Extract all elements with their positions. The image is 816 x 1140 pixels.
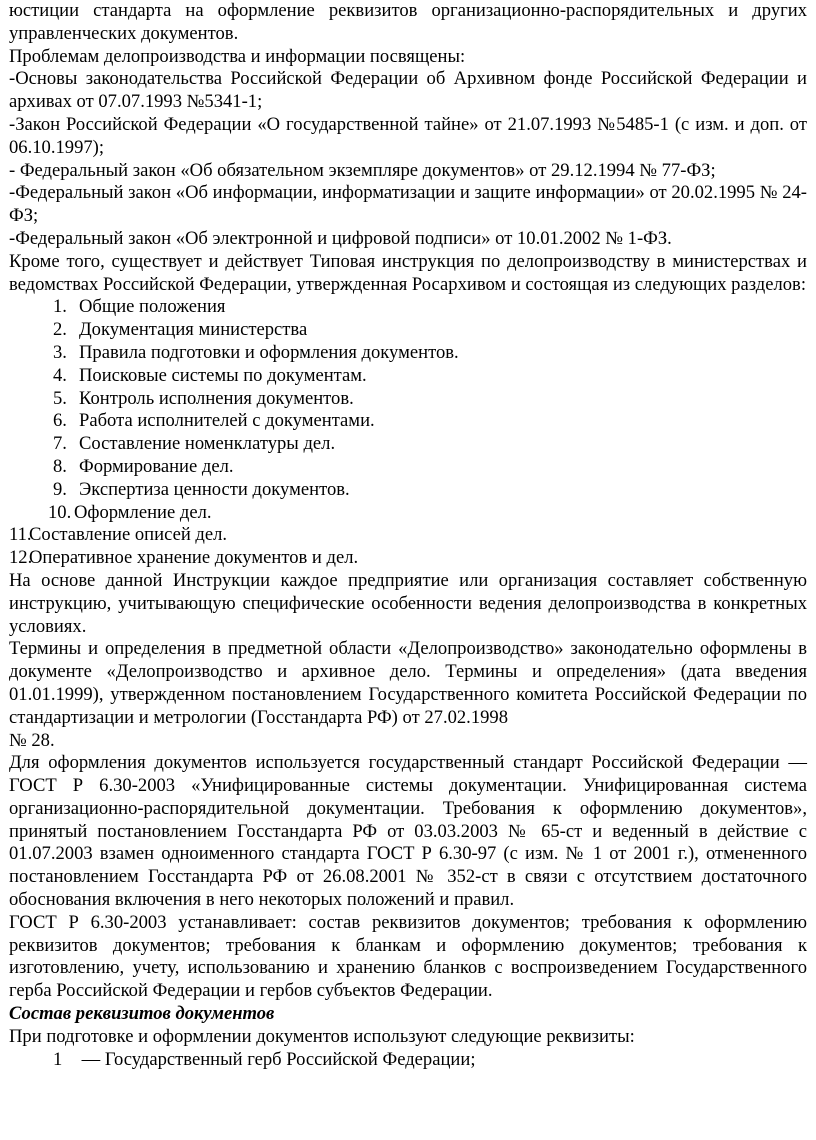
terms-paragraph-end: № 28. (9, 729, 55, 751)
law-item: - Федеральный закон «Об обязательном экземпляре документов» от 29.12.1994 № 77-ФЗ; (9, 159, 716, 181)
law-item: -Федеральный закон «Об информации, информатизации и защите информации» от 20.02.1995 № 24-ФЗ; (9, 182, 807, 227)
list-item: 11.Составление описей дел. (9, 524, 228, 546)
list-item: 10. Оформление дел. (48, 501, 212, 523)
list-item: 12.Оперативное хранение документов и дел. (9, 547, 359, 569)
sections-list-outdented (9, 524, 807, 570)
list-item: 9. Экспертиза ценности документов. (53, 478, 350, 500)
law-item: -Основы законодательства Российской Федерации об Архивном фонде Российской Федерации и архивах от 07.07.1993 №5341-1; (9, 68, 807, 113)
list-item: 3. Правила подготовки и оформления документов. (53, 341, 459, 363)
section-heading: Состав реквизитов документов (9, 1003, 275, 1025)
list-item: 2. Документация министерства (53, 319, 308, 341)
instruction-paragraph: На основе данной Инструкции каждое предприятие или организация составляет собственную инструкцию, учитывающую специфические особенности ведения делопроизводства в конкретных условиях. (9, 569, 807, 637)
gost-paragraph: Для оформления документов используется государственный стандарт Российской Федерации — ГОСТ Р 6.30-2003 «Унифицированные системы документации. Унифицированная система организационно-распорядительной документации. Требования к оформлению документов», принятый постановлением Госстандарта РФ от 03.03.2003 № 65-ст и веденный в действие с 01.07.2003 взамен одноименного стандарта ГОСТ Р 6.30-97 (с изм. № 1 от 2001 г.), отмененного постановлением Госстандарта РФ от 26.08.2001 № 352-ст в связи с отсутствием достаточного обоснования включения в него некоторых положений и правил. (9, 752, 807, 911)
terms-paragraph: Термины и определения в предметной области «Делопроизводство» законодательно оформлены в документе «Делопроизводство и архивное дело. Термины и определения» (дата введения 01.01.1999), утвержденном постановлением Государственного комитета Российской Федерации по стандартизации и метрологии (Госстандарта РФ) от 27.02.1998 (9, 638, 807, 728)
laws-list (9, 68, 807, 250)
law-item: -Закон Российской Федерации «О государственной тайне» от 21.07.1993 №5485-1 (с изм. и доп. от 06.10.1997); (9, 113, 807, 158)
requisite-item: 1 — Государственный герб Российской Федерации; (53, 1048, 476, 1070)
instruction-intro: Кроме того, существует и действует Типовая инструкция по делопроизводству в министерствах и ведомствах Российской Федерации, утвержденная Росархивом и состоящая из следующих разделов: (9, 250, 807, 295)
gost-sets-paragraph: ГОСТ Р 6.30-2003 устанавливает: состав реквизитов документов; требования к оформлению реквизитов документов; требования к бланкам и оформлению документов; требования к изготовлению, учету, использованию и хранению бланков с воспроизведением Государственного герба Российской Федерации и гербов субъектов Федерации. (9, 911, 807, 1002)
list-item: 5. Контроль исполнения документов. (53, 387, 354, 409)
intro-paragraph: юстиции стандарта на оформление реквизитов организационно-распорядительных и других управленческих документов. (9, 0, 807, 44)
list-item: 1. Общие положения (53, 296, 226, 318)
list-item: 6. Работа исполнителей с документами. (53, 410, 375, 432)
sections-list (9, 296, 807, 524)
list-item: 7. Составление номенклатуры дел. (53, 433, 336, 455)
list-item: 4. Поисковые системы по документам. (53, 364, 367, 386)
law-item: -Федеральный закон «Об электронной и цифровой подписи» от 10.01.2002 № 1-ФЗ. (9, 227, 672, 249)
problems-heading: Проблемам делопроизводства и информации посвящены: (9, 45, 466, 67)
requisites-intro: При подготовке и оформлении документов используют следующие реквизиты: (9, 1025, 635, 1047)
list-item: 8. Формирование дел. (53, 455, 234, 477)
